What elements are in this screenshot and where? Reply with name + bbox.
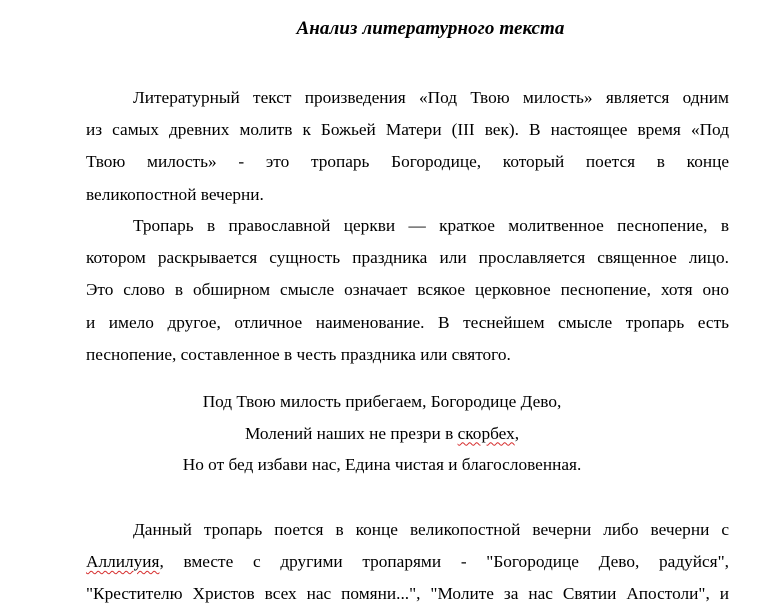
verse-text: Молений наших не презри в — [244, 423, 458, 443]
paragraph-line: и имело другое, отличное наименование. В теснейшем смысле тропарь есть — [86, 312, 729, 332]
document-title: Анализ литературного текста — [296, 18, 565, 39]
paragraph-line: котором раскрывается сущность праздника или прославляется священное лицо. — [86, 248, 729, 268]
paragraph-3 — [86, 514, 729, 611]
verse-text: , — [514, 423, 520, 443]
paragraph-line: "Крестителю Христов всех нас помяни...", "Молите за нас Святии Апостоли", и — [86, 584, 729, 604]
paragraph-line: великопостной вечерни. — [86, 184, 264, 204]
paragraph-line: Тропарь в православной церкви — краткое молитвенное песнопение, в — [133, 216, 729, 235]
prayer-verse-3: Но от бед избави нас, Едина чистая и благословенная. — [182, 455, 582, 474]
paragraph-line: Данный тропарь поется в конце великопостной вечерни либо вечерни с — [133, 520, 729, 539]
prayer-verse-2 — [35, 418, 729, 450]
spellcheck-flagged-word[interactable]: Аллилуия — [86, 552, 160, 572]
paragraph-line: Литературный текст произведения «Под Твою милость» является одним — [133, 88, 729, 107]
paragraph-line: Твою милость» - это тропарь Богородице, который поется в конце — [86, 152, 729, 172]
paragraph-line: песнопение, составленное в честь праздника или святого. — [86, 344, 511, 364]
spellcheck-flagged-word[interactable]: скорбех — [457, 423, 515, 443]
line-text: , вместе с другими тропарями - "Богородице Дево, радуйся", — [159, 552, 729, 572]
paragraph-line: из самых древних молитв к Божьей Матери (III век). В настоящее время «Под — [86, 120, 729, 140]
paragraph-2 — [86, 210, 729, 371]
paragraph-1 — [86, 82, 729, 211]
paragraph-line: Это слово в обширном смысле означает всякое церковное песнопение, хотя оно — [86, 280, 729, 300]
paragraph-line — [86, 546, 729, 578]
prayer-verse-block — [86, 386, 729, 481]
prayer-verse-1: Под Твою милость прибегаем, Богородице Дево, — [202, 392, 562, 411]
